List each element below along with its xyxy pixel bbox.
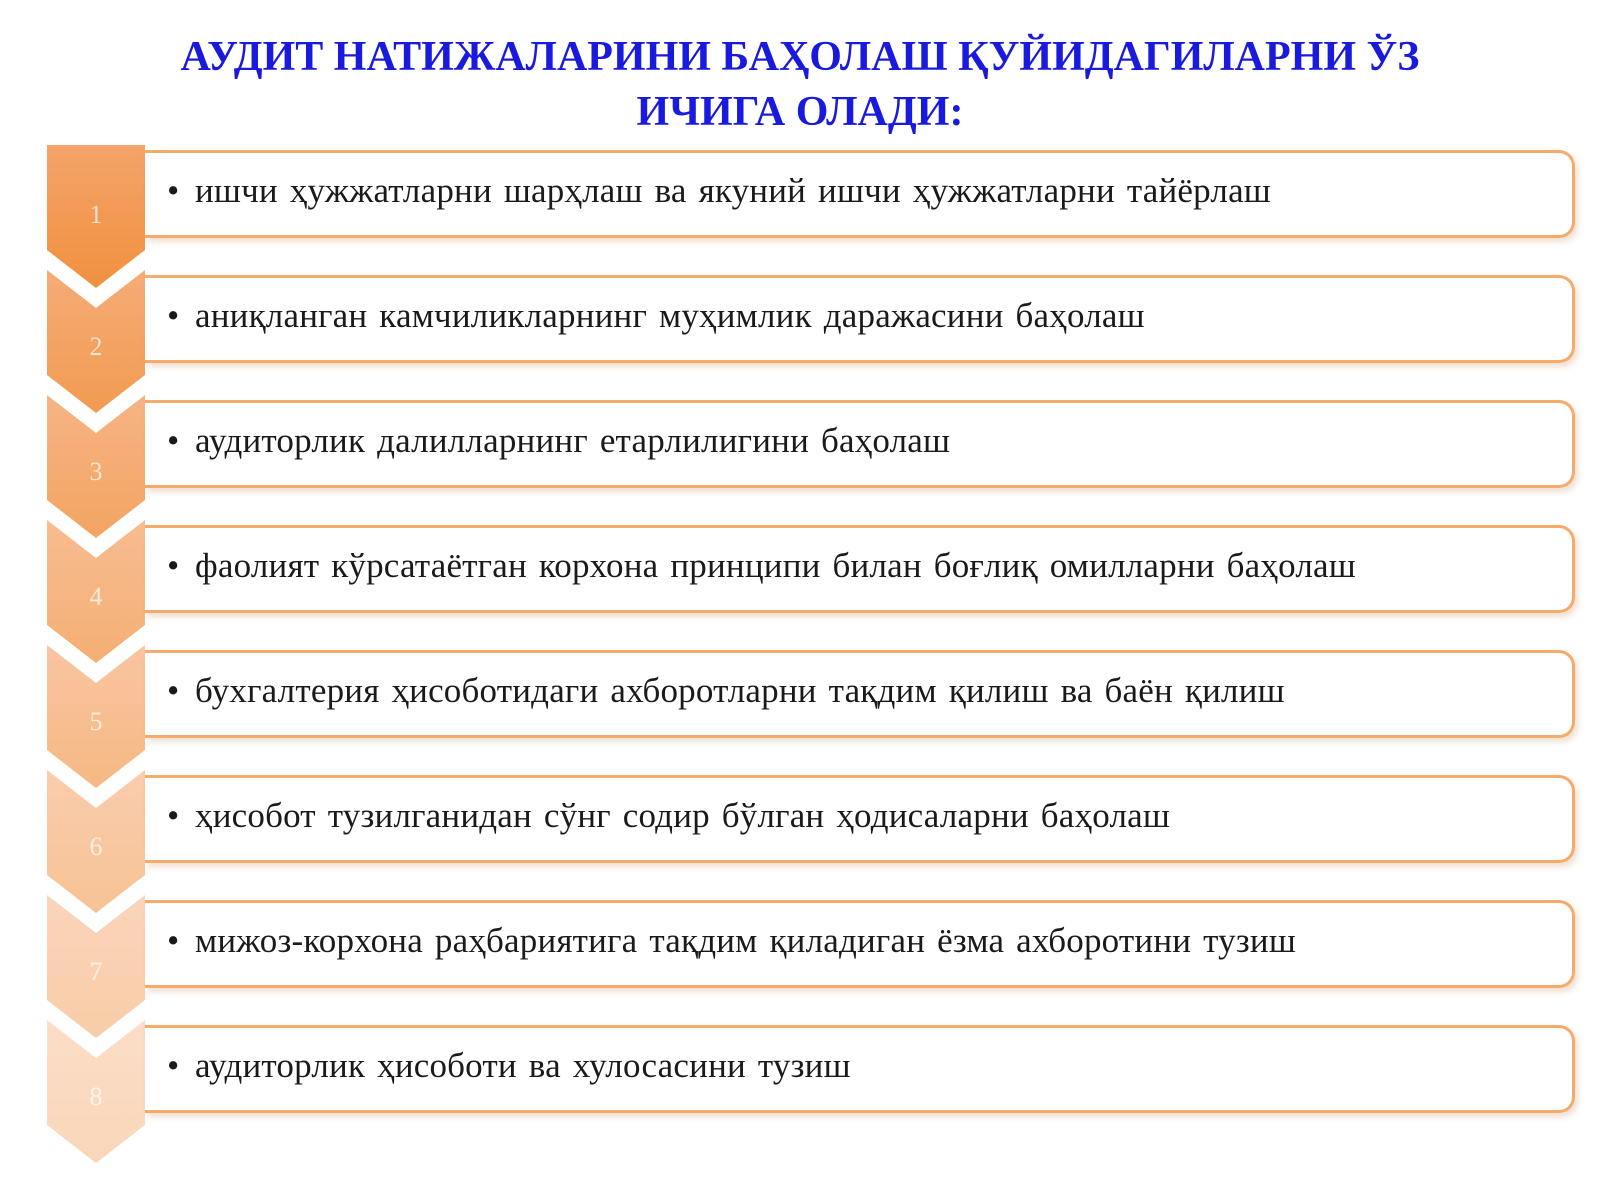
step-box [145,1025,1575,1113]
bullet-icon: • [167,421,180,460]
step-text-line [167,546,1356,586]
bullet-icon: • [167,1046,180,1085]
step-box [145,650,1575,738]
step-box [145,900,1575,988]
step-number: 2 [89,332,103,361]
step-number: 6 [89,832,103,861]
step-text-line [167,921,1296,961]
step-row [0,645,1600,770]
step-row [0,395,1600,520]
step-box [145,400,1575,488]
bullet-icon: • [167,546,180,585]
step-text-line [167,171,1271,211]
bullet-icon: • [167,296,180,335]
title-line-2: ИЧИГА ОЛАДИ: [636,89,964,135]
step-number: 8 [89,1082,103,1111]
step-text: ишчи ҳужжатларни шарҳлаш ва якуний ишчи ҳужжатларни тайёрлаш [195,171,1271,210]
step-number: 1 [89,200,103,229]
step-text: бухгалтерия ҳисоботидаги ахборотларни тақдим қилиш ва баён қилиш [195,671,1285,710]
step-number: 7 [89,957,103,986]
step-text-line [167,796,1170,836]
step-box [145,775,1575,863]
step-row [0,770,1600,895]
step-text: ҳисобот тузилганидан сўнг содир бўлган ҳодисаларни баҳолаш [195,796,1170,835]
step-text-line [167,671,1285,711]
step-text: мижоз-корхона раҳбариятига тақдим қиладиган ёзма ахборотини тузиш [195,921,1296,960]
step-box [145,275,1575,363]
step-text: аниқланган камчиликларнинг муҳимлик даражасини баҳолаш [195,296,1145,335]
step-text: аудиторлик далилларнинг етарлилигини баҳолаш [195,421,951,460]
step-row [0,145,1600,270]
bullet-icon: • [167,671,180,710]
step-number: 3 [89,457,103,486]
step-text: фаолият кўрсатаётган корхона принципи билан боғлиқ омилларни баҳолаш [195,546,1356,585]
bullet-icon: • [167,921,180,960]
step-number: 5 [89,707,103,736]
bullet-icon: • [167,796,180,835]
step-number: 4 [89,582,103,611]
step-box [145,525,1575,613]
step-text-line [167,1046,851,1086]
step-row [0,270,1600,395]
step-row [0,895,1600,1020]
step-row [0,520,1600,645]
step-text: аудиторлик ҳисоботи ва хулосасини тузиш [195,1046,851,1085]
step-row [0,1020,1600,1145]
title-line-1: АУДИТ НАТИЖАЛАРИНИ БАҲОЛАШ ҚУЙИДАГИЛАРНИ ЎЗ [180,34,1420,80]
step-text-line [167,296,1145,336]
bullet-icon: • [167,171,180,210]
step-text-line [167,421,950,461]
step-box [145,150,1575,238]
